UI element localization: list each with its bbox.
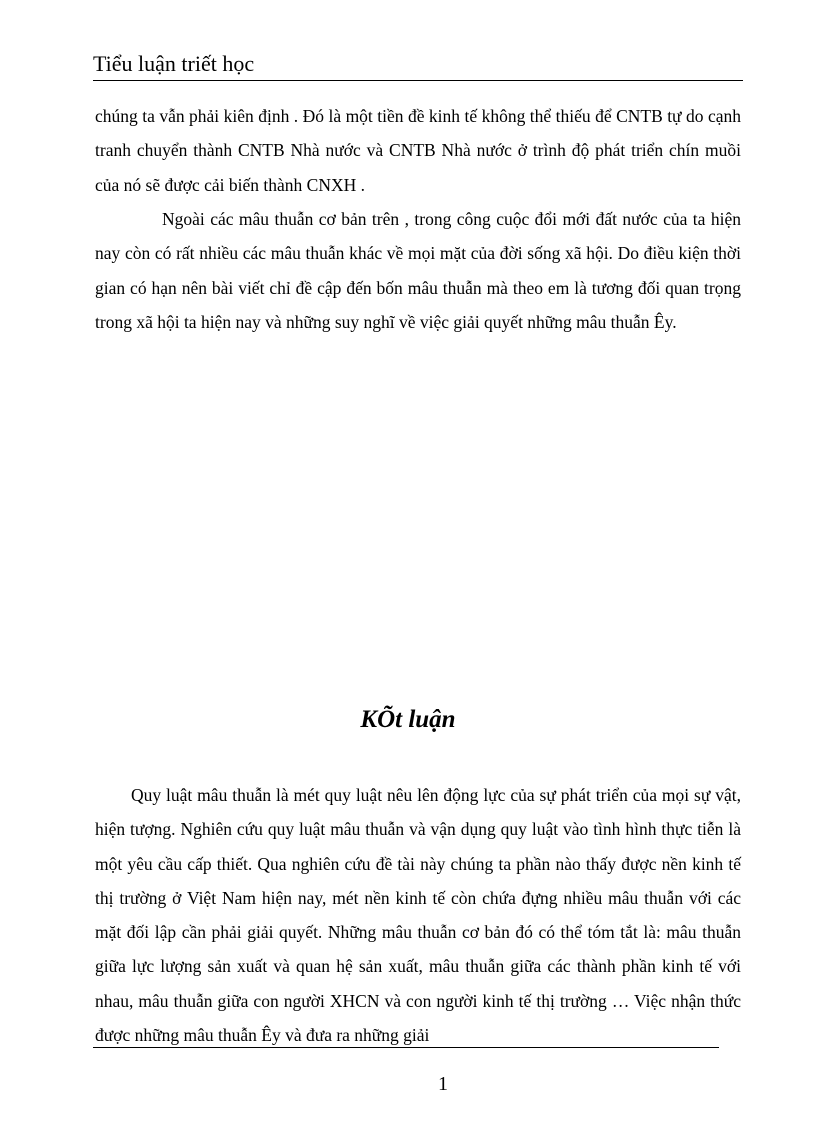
body-paragraph-1: chúng ta vẫn phải kiên định . Đó là một tiền đề kinh tế không thể thiếu để CNTB tự do cạnh tranh chuyển thành CNTB Nhà nước và CNTB Nhà nước ở trình độ phát triển chín muồi của nó sẽ được cải biến thành CNXH . (95, 106, 741, 195)
conclusion-paragraph: Quy luật mâu thuẫn là mét quy luật nêu lên động lực của sự phát triển của mọi sự vật, hiện tượng. Nghiên cứu quy luật mâu thuẫn và vận dụng quy luật vào tình hình thực tiễn là một yêu cầu cấp thiết. Qua nghiên cứu đề tài này chúng ta phần nào thấy được nền kinh tế thị trường ở Việt Nam hiện nay, mét nền kinh tế còn chứa đựng nhiều mâu thuẫn với các mặt đối lập cần phải giải quyết. Những mâu thuẫn cơ bản đó có thể tóm tắt là: mâu thuẫn giữa lực lượng sản xuất và quan hệ sản xuất, mâu thuẫn giữa các thành phần kinh tế với nhau, mâu thuẫn giữa con người XHCN và con người kinh tế thị trường … Việc nhận thức được những mâu thuẫn Êy và đưa ra những giải (95, 785, 741, 1046)
footer-divider (93, 1047, 719, 1048)
page-header: Tiểu luận triết học (93, 50, 743, 81)
body-paragraph-2: Ngoài các mâu thuẫn cơ bản trên , trong công cuộc đổi mới đất nước của ta hiện nay còn có rất nhiều các mâu thuẫn khác về mọi mặt của đời sống xã hội. Do điều kiện thời gian có hạn nên bài viết chỉ đề cập đến bốn mâu thuẫn mà theo em là tương đối quan trọng trong xã hội ta hiện nay và những suy nghĩ về việc giải quyết những mâu thuẫn Êy. (95, 209, 741, 332)
page-number: 1 (438, 1073, 448, 1095)
section-title: KÕt luận (360, 706, 456, 733)
